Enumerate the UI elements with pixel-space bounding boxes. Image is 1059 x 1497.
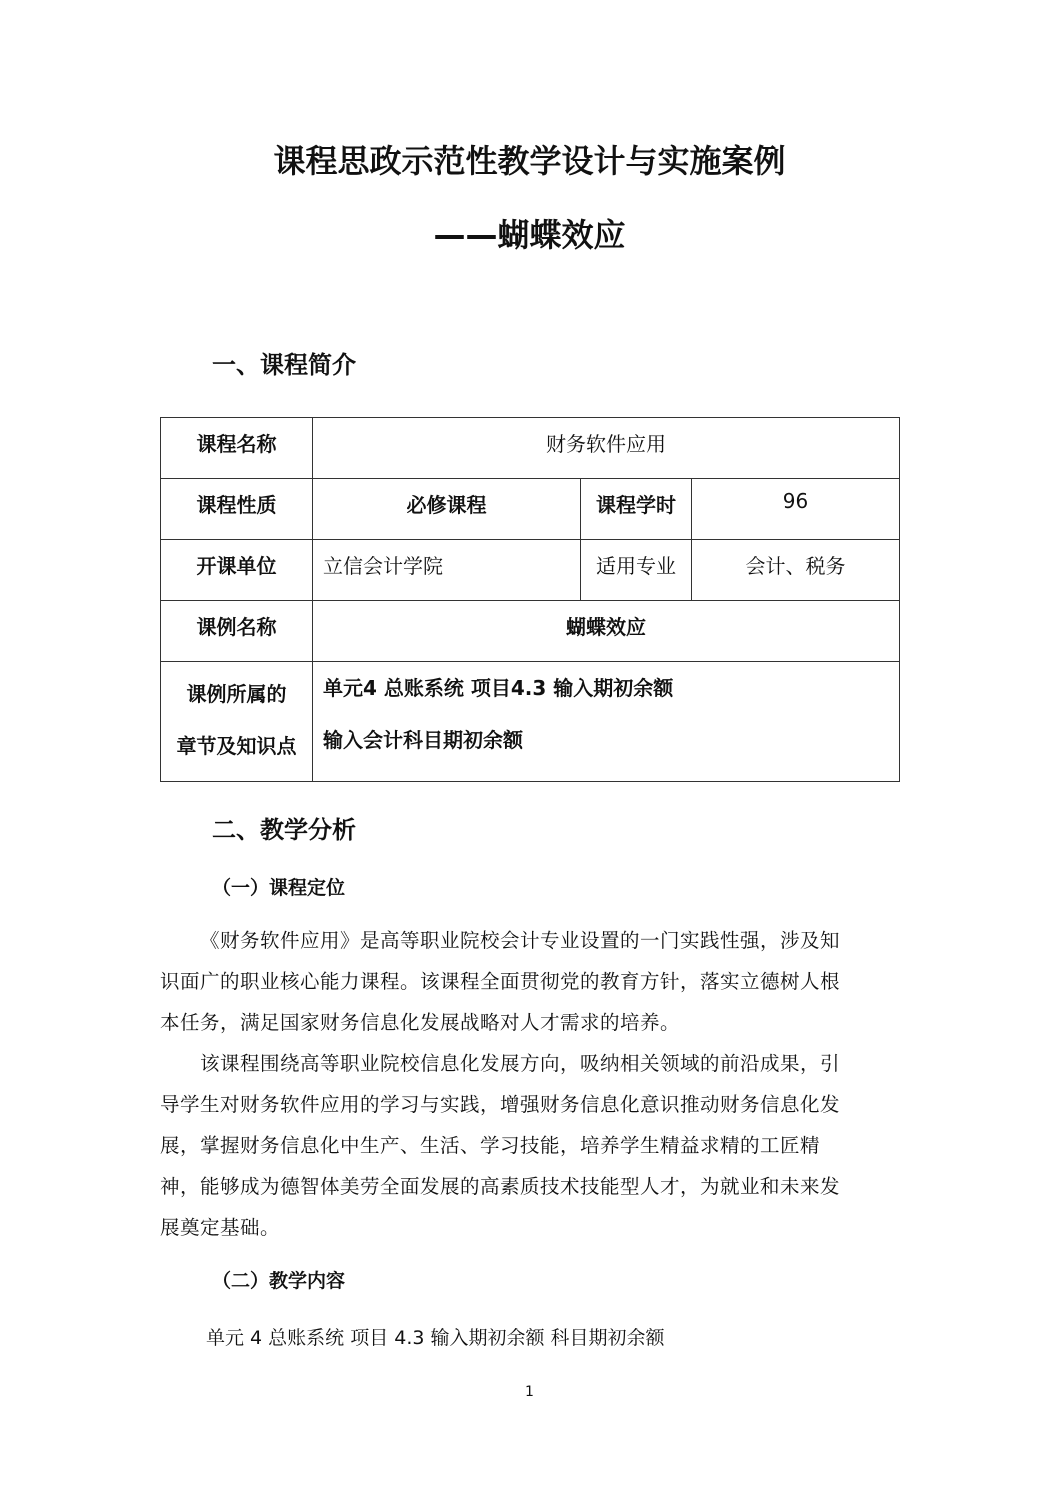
paragraph-line: 神，能够成为德智体美劳全面发展的高素质技术技能型人才，为就业和未来发 xyxy=(160,1175,841,1198)
table-row xyxy=(161,540,900,601)
course-name-value: 财务软件应用 xyxy=(313,418,900,479)
document-title: 课程思政示范性教学设计与实施案例 xyxy=(273,142,786,180)
paragraph-line: 展，掌握财务信息化中生产、生活、学习技能，培养学生精益求精的工匠精 xyxy=(160,1134,821,1157)
course-hours-label: 课程学时 xyxy=(581,479,692,540)
subheading-course-positioning: （一）课程定位 xyxy=(212,877,346,899)
chapter-label-line2: 章节及知识点 xyxy=(176,734,297,758)
table-row xyxy=(161,601,900,662)
document-subtitle: ——蝴蝶效应 xyxy=(433,216,626,254)
course-name-label: 课程名称 xyxy=(161,418,313,479)
major-label: 适用专业 xyxy=(581,540,692,601)
course-info-table xyxy=(160,417,900,782)
course-nature-label: 课程性质 xyxy=(161,479,313,540)
paragraph-line: 该课程围绕高等职业院校信息化发展方向，吸纳相关领域的前沿成果，引 xyxy=(200,1052,841,1075)
paragraph-line: 导学生对财务软件应用的学习与实践，增强财务信息化意识推动财务信息化发 xyxy=(160,1093,841,1116)
case-name-value: 蝴蝶效应 xyxy=(313,601,900,662)
subheading-teaching-content: （二）教学内容 xyxy=(212,1270,346,1292)
table-row xyxy=(161,479,900,540)
case-name-label: 课例名称 xyxy=(161,601,313,662)
section-heading-course-intro: 一、课程简介 xyxy=(212,351,356,379)
paragraph-line: 识面广的职业核心能力课程。该课程全面贯彻党的教育方针，落实立德树人根 xyxy=(160,970,841,993)
table-row xyxy=(161,418,900,479)
chapter-value xyxy=(313,662,900,782)
section-heading-teaching-analysis: 二、教学分析 xyxy=(212,816,356,844)
paragraph-course-positioning-2 xyxy=(160,1043,900,1248)
course-hours-value: 96 xyxy=(692,479,900,540)
paragraph-line: 本任务，满足国家财务信息化发展战略对人才需求的培养。 xyxy=(160,1011,681,1034)
unit-label: 开课单位 xyxy=(161,540,313,601)
table-row xyxy=(161,662,900,782)
paragraph-line: 展奠定基础。 xyxy=(160,1216,281,1239)
chapter-label-line1: 课例所属的 xyxy=(186,682,287,706)
major-value: 会计、税务 xyxy=(692,540,900,601)
chapter-label xyxy=(161,662,313,782)
course-nature-value: 必修课程 xyxy=(313,479,581,540)
teaching-content-text: 单元 4 总账系统 项目 4.3 输入期初余额 科目期初余额 xyxy=(206,1327,665,1349)
page-number: 1 xyxy=(525,1384,534,1400)
paragraph-course-positioning-1 xyxy=(160,920,900,1043)
paragraph-line: 《财务软件应用》是高等职业院校会计专业设置的一门实践性强，涉及知 xyxy=(200,929,841,952)
unit-value: 立信会计学院 xyxy=(313,540,581,601)
chapter-value-line2: 输入会计科目期初余额 xyxy=(323,728,523,752)
chapter-value-line1: 单元4 总账系统 项目4.3 输入期初余额 xyxy=(323,676,674,700)
